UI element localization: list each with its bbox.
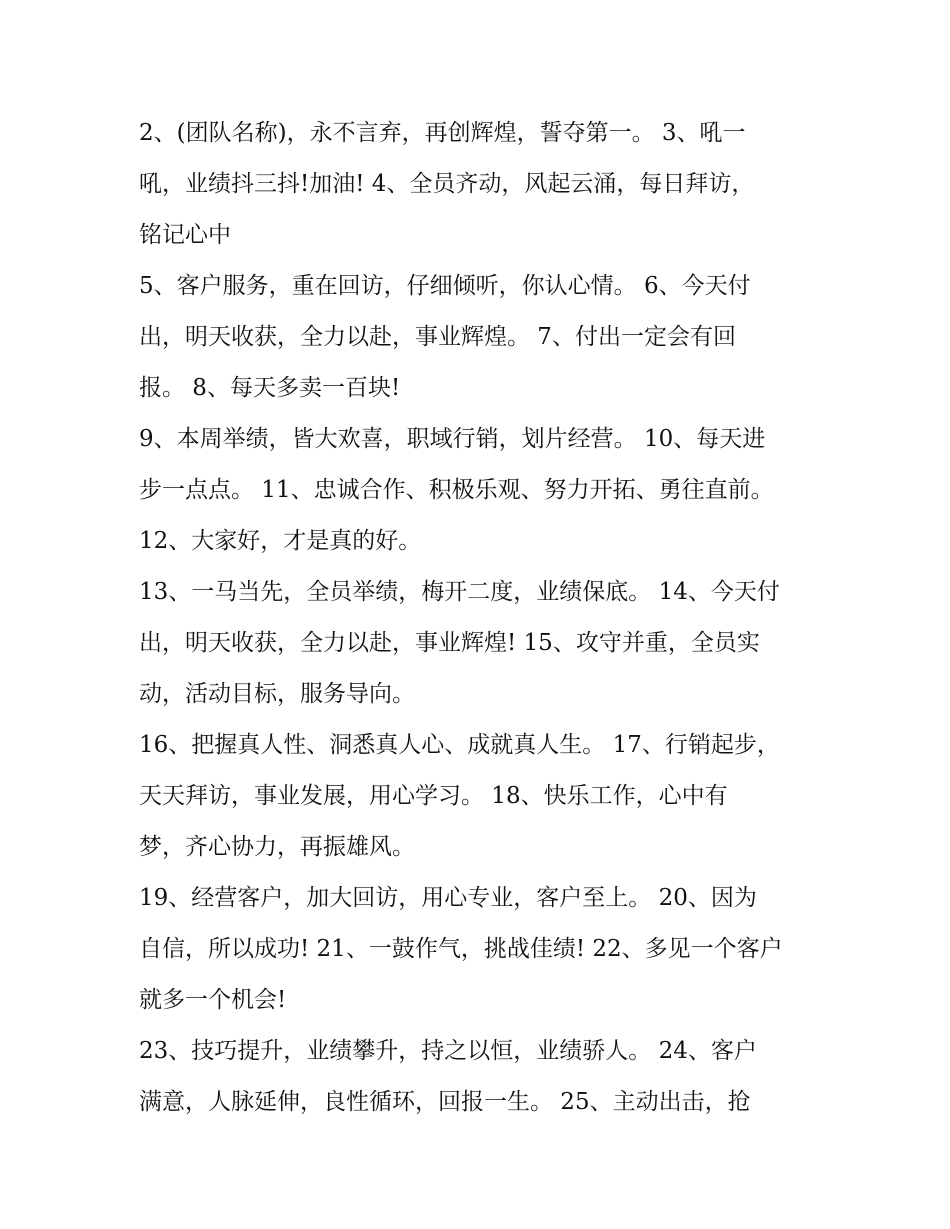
- text-line: 天天拜访，事业发展，用心学习。 18、快乐工作，心中有: [139, 783, 728, 809]
- text-line: 动，活动目标，服务导向。: [139, 681, 415, 707]
- text-line: 23、技巧提升，业绩攀升，持之以恒，业绩骄人。 24、客户: [139, 1038, 757, 1064]
- text-line: 就多一个机会!: [139, 987, 287, 1013]
- text-line: 出，明天收获，全力以赴，事业辉煌! 15、攻守并重，全员实: [139, 630, 760, 656]
- text-line: 9、本周举绩，皆大欢喜，职域行销，划片经营。 10、每天进: [139, 426, 766, 452]
- text-line: 梦，齐心协力，再振雄风。: [139, 834, 415, 860]
- text-line: 步一点点。 11、忠诚合作、积极乐观、努力开拓、勇往直前。: [139, 477, 774, 503]
- text-line: 19、经营客户，加大回访，用心专业，客户至上。 20、因为: [139, 885, 757, 911]
- text-line: 5、客户服务，重在回访，仔细倾听，你认心情。 6、今天付: [139, 273, 751, 299]
- text-line: 12、大家好，才是真的好。: [139, 528, 422, 554]
- text-line: 铭记心中: [139, 222, 231, 248]
- text-line: 满意，人脉延伸，良性循环，回报一生。 25、主动出击，抢: [139, 1089, 751, 1115]
- text-line: 出，明天收获，全力以赴，事业辉煌。 7、付出一定会有回: [139, 324, 736, 350]
- text-line: 2、(团队名称)，永不言弃，再创辉煌，誓夺第一。 3、吼一: [139, 120, 746, 146]
- text-line: 报。 8、每天多卖一百块!: [139, 375, 401, 401]
- text-line: 自信，所以成功! 21、一鼓作气，挑战佳绩! 22、多见一个客户: [139, 936, 783, 962]
- document-body: [139, 108, 819, 1128]
- text-line: 16、把握真人性、洞悉真人心、成就真人生。 17、行销起步，: [139, 732, 780, 758]
- text-line: 吼，业绩抖三抖!加油! 4、全员齐动，风起云涌，每日拜访，: [139, 171, 755, 197]
- text-line: 13、一马当先，全员举绩，梅开二度，业绩保底。 14、今天付: [139, 579, 780, 605]
